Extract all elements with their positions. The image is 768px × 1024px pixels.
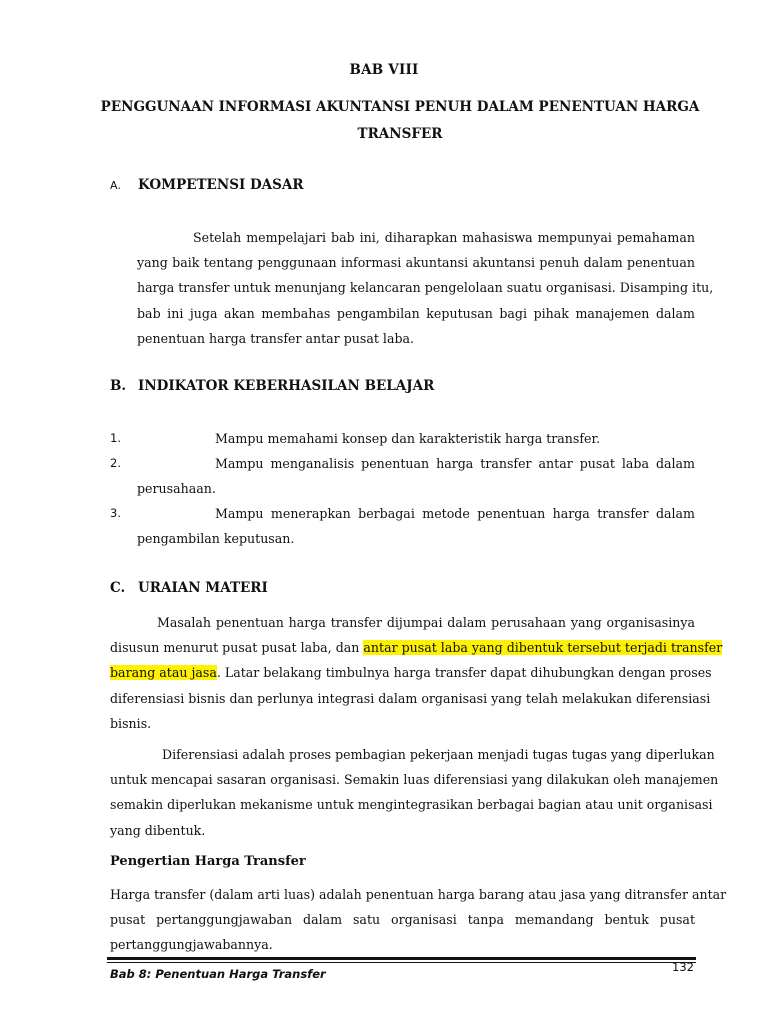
paragraph-line: Diferensiasi adalah proses pembagian pekerjaan menjadi tugas tugas yang diperlukan — [162, 747, 715, 762]
footer-chapter-label: Bab 8: Penentuan Harga Transfer — [110, 967, 326, 981]
list-item-text: Mampu memahami konsep dan karakteristik harga transfer. — [215, 431, 601, 446]
chapter-title-line-1: PENGGUNAAN INFORMASI AKUNTANSI PENUH DALAM PENENTUAN HARGA — [100, 99, 700, 115]
paragraph-line: semakin diperlukan mekanisme untuk mengintegrasikan berbagai bagian atau unit organisasi — [110, 797, 713, 813]
page-number: 132 — [672, 960, 694, 974]
footer-divider-thick — [107, 957, 696, 960]
section-c-paragraph-1 — [110, 610, 723, 736]
paragraph-line: Setelah mempelajari bab ini, diharapkan mahasiswa mempunyai pemahaman — [193, 230, 695, 245]
section-c-paragraph-2 — [110, 742, 719, 843]
plain-text: . Latar belakang timbulnya harga transfer dapat dihubungkan dengan proses — [216, 665, 712, 681]
paragraph-line: diferensiasi bisnis dan perlunya integrasi dalam organisasi yang telah melakukan diferensiasi — [110, 690, 711, 706]
paragraph-line: bisnis. — [110, 715, 152, 731]
paragraph-line: Harga transfer (dalam arti luas) adalah penentuan harga barang atau jasa yang ditransfer antar — [110, 887, 727, 902]
subsection-heading: Pengertian Harga Transfer — [110, 854, 306, 869]
section-c-paragraph-3 — [110, 882, 727, 958]
list-item — [110, 451, 695, 501]
paragraph-line: yang baik tentang penggunaan informasi akuntansi akuntansi penuh dalam penentuan — [137, 255, 695, 271]
section-c-mark: C. — [110, 580, 126, 596]
paragraph-line: untuk mencapai sasaran organisasi. Semakin luas diferensiasi yang dilakukan oleh manajemen — [110, 772, 719, 788]
paragraph-line: pertanggungjawabannya. — [110, 937, 273, 953]
section-b-title: INDIKATOR KEBERHASILAN BELAJAR — [138, 378, 435, 394]
list-item-text: Mampu menganalisis penentuan harga transfer antar pusat laba dalam — [215, 456, 695, 471]
plain-text: disusun menurut pusat pusat laba, dan — [110, 640, 364, 656]
section-a-title: KOMPETENSI DASAR — [138, 177, 304, 193]
paragraph-line: pusat pertanggungjawaban dalam satu organisasi tanpa memandang bentuk pusat — [110, 912, 695, 928]
section-a-mark: A. — [110, 179, 121, 192]
paragraph-line: penentuan harga transfer antar pusat laba. — [137, 330, 415, 346]
paragraph-line — [110, 660, 712, 685]
list-item-text: Mampu menerapkan berbagai metode penentuan harga transfer dalam — [215, 506, 695, 521]
highlighted-text: barang atau jasa — [110, 665, 217, 681]
highlighted-text: antar pusat laba yang dibentuk tersebut terjadi transfer — [363, 640, 723, 656]
section-b-heading — [110, 378, 434, 394]
list-item-text: pengambilan keputusan. — [137, 531, 295, 546]
section-a-paragraph — [137, 225, 714, 351]
chapter-title-line-2: TRANSFER — [357, 126, 443, 142]
paragraph-line: bab ini juga akan membahas pengambilan keputusan bagi pihak manajemen dalam — [137, 305, 695, 321]
list-number: 2. — [110, 456, 121, 470]
section-b-mark: B. — [110, 378, 127, 394]
indicator-list — [110, 426, 695, 551]
footer-divider-thin — [107, 962, 696, 963]
paragraph-line: Masalah penentuan harga transfer dijumpai dalam perusahaan yang organisasinya — [157, 615, 695, 630]
list-item — [110, 501, 695, 551]
paragraph-line: yang dibentuk. — [110, 822, 206, 838]
section-a-heading — [110, 177, 304, 193]
list-item — [110, 426, 695, 451]
section-c-title: URAIAN MATERI — [138, 580, 268, 596]
chapter-title — [100, 94, 700, 148]
paragraph-line: harga transfer untuk menunjang kelancaran pengelolaan suatu organisasi. Disamping itu, — [137, 280, 714, 296]
section-c-heading — [110, 580, 268, 596]
list-number: 1. — [110, 431, 121, 445]
list-number: 3. — [110, 506, 121, 520]
paragraph-line — [110, 635, 723, 660]
list-item-text: perusahaan. — [137, 481, 216, 496]
chapter-label: BAB VIII — [349, 62, 419, 78]
